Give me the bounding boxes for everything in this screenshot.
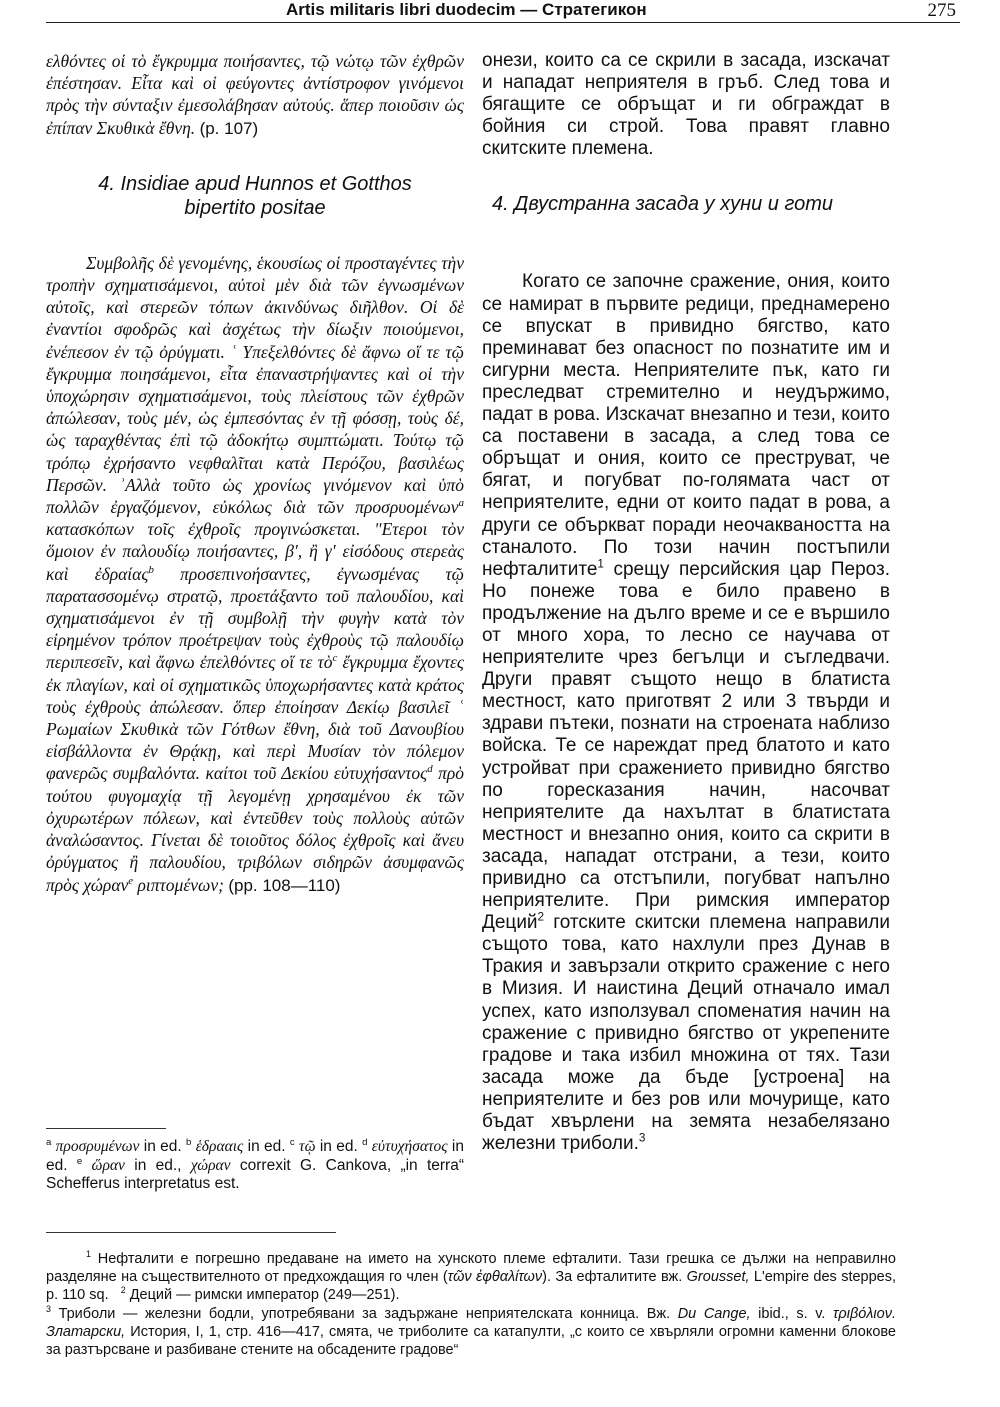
footnote-3 [46,1305,896,1360]
footnote-ref-2: 2 [537,910,545,924]
critical-apparatus [46,1138,464,1194]
footnote-1 [46,1250,896,1305]
bulgarian-main-paragraph [482,271,890,1155]
apparatus-a-mark: a [46,1136,52,1148]
running-title: Artis militaris libri duodecim — Стратегикон [286,0,647,19]
greek-text-part2: κατασκόπων τοῖς ἐχθροῖς προγινώσκεται. ʺΕτεροι τὸν ὅμοιον ἐν παλουδίῳ ποιήσαντες, β', ἢ γ' εἰσόδους στερεὰς καὶ ἐδραίας [46,519,464,584]
greek-intro-paragraph [46,50,464,140]
apparatus-mark-c: c [332,652,338,665]
latin-section-title-line1: 4. Insidiae apud Hunnos et Gotthos [98,172,412,195]
greek-text-part6: ριπτομένων; [133,874,224,895]
greek-column [46,50,464,897]
bulgarian-text-part2: срещу персийския цар Пероз. Но понеже това е било правено в продължение на дълго време и се е вършило от много хора, то лесно се научава от неприятелите чрез бегълци и съгледвачи. Други правят същото нещо в блатиста местност, като приготвят 2 или 3 твърди и здрави пътеки, познати на строената наблизо войска. Те се нареждат пред блатото и като устройват при сражението привидно бягство по горесказания начин, насочват неприятелите да нахълтат в блатистата местност и внезапно ония, които са скрити в засада, нападат отстрани, а тези, които привидно са отстъпили, погубват напълно неприятелите. При римския император Деций [482,558,890,934]
bulgarian-section-title: 4. Двустранна засада у хуни и готи [492,193,833,216]
apparatus-d-note: in ed. [46,1138,464,1174]
greek-text-part3: προσεπινοήσαντες, ἐγνωσμένας τῷ παρατασσομένῳ στρατῷ, προετάξαντο τοῦ παλουδίου, καὶ σχηματισάμενοι ἐν τῇ συμβολῇ τὴν φυγὴν κατὰ τὸν εἰρημένον τρόπον προέτρεψαν τοὺς ἐχθροὺς τῷ παλουδίῳ περιπεσεῖν, καὶ ἄφνω ἐπελθόντες οἵ τε τὸ [46,563,465,673]
footnote-separator [46,1232,336,1233]
apparatus-mark-a: a [458,497,464,510]
footnote-1-text2: ). За ефталитите вж. [542,1269,687,1286]
apparatus-c-mark: c [289,1136,295,1148]
footnote-2-text: Деций — римски император (249—251). [129,1287,400,1304]
footnote-3-greek: τριβόλιον. [833,1305,896,1322]
footnote-2-mark: 2 [120,1285,126,1296]
apparatus-mark-e: e [128,874,134,887]
apparatus-d-word: εὐτυχήσατος [371,1138,448,1155]
apparatus-e-word: ὥραν [91,1156,125,1174]
footnote-ref-1: 1 [597,557,604,571]
latin-section-title-line2: bipertito positae [184,196,326,219]
greek-main-paragraph [46,252,464,897]
apparatus-e-correction: χώραν [190,1156,231,1174]
apparatus-e-mark: e [76,1155,83,1167]
footnotes [46,1250,896,1359]
footnote-3-mark: 3 [46,1303,51,1314]
apparatus-mark-b: b [148,563,154,576]
bulgarian-intro-paragraph: онези, които са се скрили в засада, изскачат и нападат неприятеля в гръб. След това и бягащите се обръщат и ги обграждат в бойния си строй. Това правят главно скитските племена. [482,50,890,160]
footnote-1-mark: 1 [86,1249,91,1260]
bulgarian-text-part1: Когато се започне сражение, ония, които се намират в първите редици, преднамерено се впускат в привидно бягство, като преминават без опасност по познатите им и сигурни места. Неприятелите пък, като ги преследват стремително и неудържимо, падат в рова. Изскачат внезапно и тези, които са поставени в засада, а след това се обръщат и ония, които се преструват, че бягат, и погубват по-голямата част от неприятелите, едни от които падат в рова, а други се объркват поради неочакваността на станалото. По този начин постъпили нефталитите [482,271,890,580]
footnote-3-text: Триболи — железни бодли, употребявани за задържане неприятелската конница. Вж. [58,1305,678,1322]
greek-intro-reference: (p. 107) [199,118,259,138]
greek-text-part5: πρὸ τούτου φυγομαχίᾳ τῇ λεγομένῃ χρησαμένου ἐκ τῶν ὀχυρωτέρων πόλεων, καὶ ἐντεῦθεν τοὺς πολλοὺς αὐτῶν ἀναλώσαντος. Γίνεται δὲ τοιοῦτος δόλος ἐχθροῖς καὶ ἄνευ ὀρύγματος ἢ παλουδίου, τριβόλων σιδηρῶν ἀσυμφανῶς πρὸς χώραν [46,763,464,895]
greek-text-part4: ἔγκρυμμα ἔχοντες ἐκ πλαγίων, καὶ οἱ σχηματικῶς ὑποχωρήσαντες κατὰ κράτος τοὺς ἐχθροὺς ἀπώλεσαν. ὅπερ ἐποίησαν Δεκίῳ βασιλεῖ ʿ Ρωμαίων Σκυθικὰ τῶν Γότθων ἔθνη, διὰ τοῦ Δανουβίου εἰσβάλλοντα ἐν Θρᾴκῃ, καὶ περὶ Μυσίαν τὸν πόλεμον φανερῶς συμβαλόντα. καίτοι τοῦ Δεκίου εὐτυχήσαντος [46,652,464,784]
apparatus-e-note: in ed., [134,1156,182,1174]
footnote-3-text3: История, I, 1, стр. 416—417, смята, че триболите са катапулти, „с които се хвърляли огромни каменни блокове за разтърсване и разбиване стените на обсадените градове“ [46,1323,896,1359]
footnote-3-author2: Златарски, [46,1323,126,1340]
apparatus-mark-d: d [427,763,433,776]
apparatus-b-note: in ed. [247,1138,286,1155]
footnote-3-text2: ibid., s. v. [750,1305,833,1322]
apparatus-b-word: ἑδρααις [195,1138,244,1155]
apparatus-b-mark: b [186,1136,192,1148]
greek-main-reference: (pp. 108—110) [228,875,341,895]
footnote-1-text3: L'empire des steppes, p. 110 sq. [46,1269,897,1304]
apparatus-c-word: τῷ [299,1138,316,1155]
apparatus-c-note: in ed. [319,1138,358,1155]
footnote-ref-3: 3 [638,1131,646,1145]
footnote-1-greek: τῶν ἐφθαλίτων [447,1269,543,1286]
apparatus-a-word: προσρυμένων [55,1138,140,1155]
bulgarian-text-part3: готските скитски племена направили същото това, като нахлули през Дунав в Тракия и завързали открито сражение с него в Мизия. И наистина Деций отначало имал успех, като използувал споменатия начин на сражение с привидно бягство от укрепените градове и така избил множина от тях. Тази засада може да бъде [устроена] на неприятелите и без ров или мочурище, като бъдат хвърлени на земята незабелязано железни триболи. [482,912,890,1155]
footnote-1-text: Нефталити е погрешно предаване на името на хунското племе ефталити. Тази грешка се дължи на неправилно разделяне на съществителното от предхождащия го член ( [46,1251,896,1286]
latin-section-title [46,172,464,220]
greek-text-part1: Συμβολῆς δὲ γενομένης, ἑκουσίως οἱ προσταγέντες τὴν τροπὴν σχηματισάμενοι, αὐτοὶ μὲν διὰ τῶν ἐγνωσμένων αὐτοῖς, καὶ στερεῶν τόπων ἀκινδύνως διῆλθον. Οἱ δὲ ἐναντίοι σφοδρῶς καὶ ἀσχέτως τὴν δίωξιν ποιούμενοι, ἐνέπεσον ἐν τῷ ὀρύγματι. ʿ Υπεξελθόντες δὲ ἄφνω οἵ τε τῷ ἔγκρυμμα ποιησάμενοι, εἶτα ἐπαναστρήψαντες καὶ οἱ τὴν ὑποχώρησιν σχηματισάμενοι, τοὺς πλείστους τῶν ἐχθρῶν ἀπώλεσαν, τοὺς μέν, ὡς ἐμπεσόντας ἐν τῇ φόσσῃ, τοὺς δέ, ὡς ταραχθέντας ἐπὶ τῷ ἀδοκήτῳ συμπτώματι. Τούτῳ τῷ τρόπῳ ἐχρήσαντο νεφθαλῖται κατὰ Περόζου, βασιλέως Περσῶν. ʾΑλλὰ τοῦτο ὡς χρονίως γινόμενον καὶ ὑπὸ πολλῶν ἐργαζόμενον, εὐκόλως διὰ τῶν προσρυομένων [46,252,464,518]
apparatus-a-note: in ed. [143,1138,182,1155]
bulgarian-column [482,50,890,1155]
apparatus-e-note2: correxit G. Cankova, „in terra“ Schefferus interpretatus est. [46,1156,465,1192]
running-header [46,0,960,23]
greek-intro-text: ελθόντες οἱ τὸ ἔγκρυμμα ποιήσαντες, τῷ νώτῳ τῶν ἐχθρῶν ἐπέστησαν. Εἶτα καὶ οἱ φεύγοντες ἀντίστροφον γινόμενοι πρὸς τὴν σύνταξιν ἐμεσολάβησαν αὐτούς. ἅπερ ποιοῦσιν ὡς ἐπίπαν Σκυθικὰ ἔθνη. [46,51,464,138]
apparatus-d-mark: d [362,1136,368,1148]
apparatus-separator [46,1128,166,1129]
footnote-1-author: Grousset, [686,1269,750,1286]
page-number: 275 [927,0,956,21]
footnote-3-author: Du Cange, [677,1305,751,1322]
